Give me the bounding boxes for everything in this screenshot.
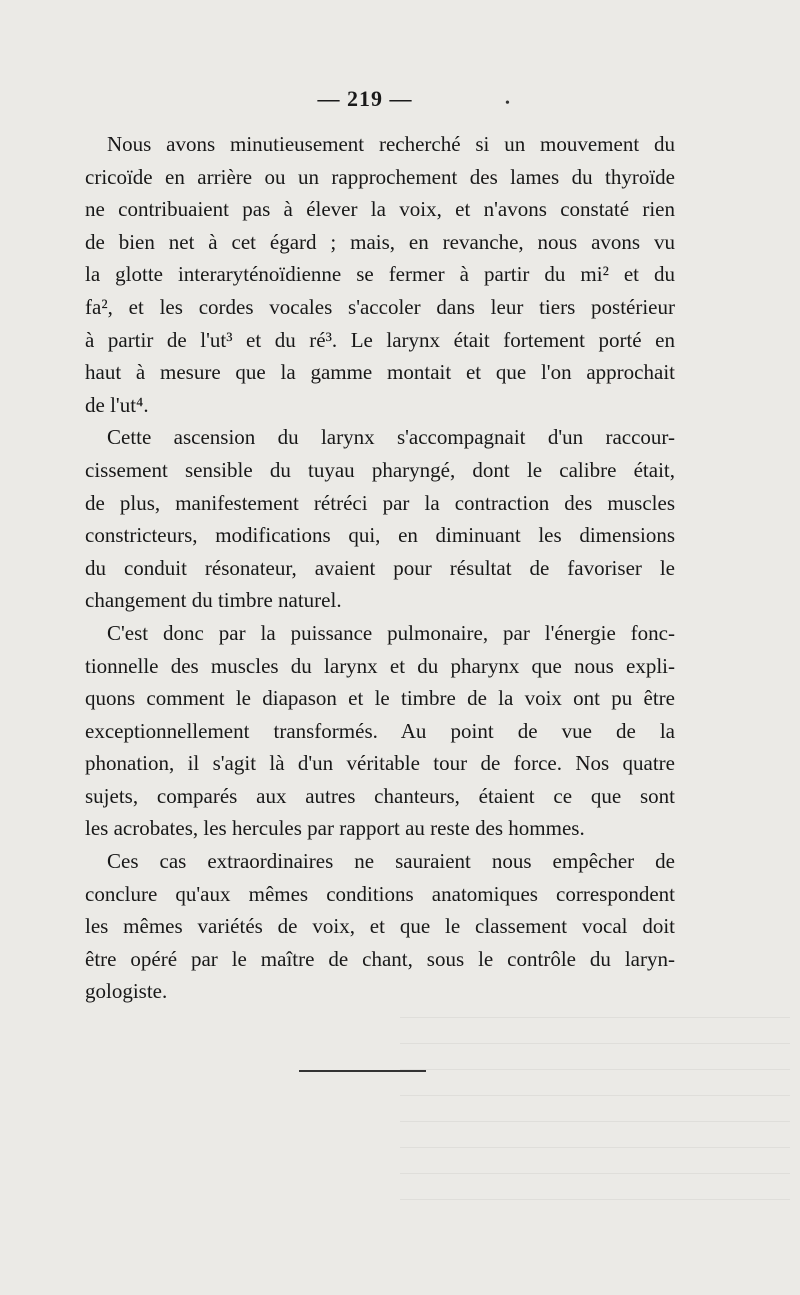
text-line: changement du timbre naturel. <box>85 588 342 613</box>
text-line: gologiste. <box>85 979 168 1004</box>
end-rule <box>299 1070 426 1072</box>
text-line: haut à mesure que la gamme montait et que l'on approchait <box>85 360 675 385</box>
text-line: C'est donc par la puissance pulmonaire, par l'énergie fonc- <box>107 620 675 645</box>
text-line: conclure qu'aux mêmes conditions anatomiques correspondent <box>85 881 675 906</box>
text-line: les mêmes variétés de voix, et que le classement vocal doit <box>85 914 675 939</box>
text-line: sujets, comparés aux autres chanteurs, étaient ce que sont <box>85 783 675 808</box>
text-line: de bien net à cet égard ; mais, en revanche, nous avons vu <box>85 229 675 254</box>
show-through-texture <box>400 1000 790 1200</box>
text-line: fa², et les cordes vocales s'accoler dans leur tiers postérieur <box>85 294 675 319</box>
page-mark: • <box>505 96 510 111</box>
text-line: exceptionnellement transformés. Au point de vue de la <box>85 718 675 743</box>
paragraph-2 <box>61 421 675 617</box>
text-line: phonation, il s'agit là d'un véritable tour de force. Nos quatre <box>85 751 675 776</box>
text-line: ne contribuaient pas à élever la voix, et n'avons constaté rien <box>85 197 675 222</box>
text-line: tionnelle des muscles du larynx et du pharynx que nous expli- <box>85 653 675 678</box>
text-line: cissement sensible du tuyau pharyngé, dont le calibre était, <box>85 457 675 482</box>
body-text <box>61 128 675 1008</box>
text-line: la glotte interaryténoïdienne se fermer à partir du mi² et du <box>85 262 675 287</box>
text-line: du conduit résonateur, avaient pour résultat de favoriser le <box>85 555 675 580</box>
page-number: — 219 — <box>317 86 413 111</box>
text-line: constricteurs, modifications qui, en diminuant les dimensions <box>85 523 675 548</box>
paragraph-1 <box>61 128 675 421</box>
text-line: Nous avons minutieusement recherché si un mouvement du <box>107 132 675 156</box>
text-line: être opéré par le maître de chant, sous le contrôle du laryn- <box>85 946 675 971</box>
text-line: quons comment le diapason et le timbre de la voix ont pu être <box>85 686 675 711</box>
text-line: les acrobates, les hercules par rapport au reste des hommes. <box>85 816 585 841</box>
text-line: Cette ascension du larynx s'accompagnait d'un raccour- <box>107 425 675 450</box>
text-line: Ces cas extraordinaires ne sauraient nous empêcher de <box>107 849 675 874</box>
text-line: de l'ut⁴. <box>85 392 149 417</box>
text-line: cricoïde en arrière ou un rapprochement des lames du thyroïde <box>85 164 675 189</box>
paragraph-4 <box>61 845 675 1008</box>
text-line: de plus, manifestement rétréci par la contraction des muscles <box>85 490 675 515</box>
text-line: à partir de l'ut³ et du ré³. Le larynx était fortement porté en <box>85 327 675 352</box>
paragraph-3 <box>61 617 675 845</box>
